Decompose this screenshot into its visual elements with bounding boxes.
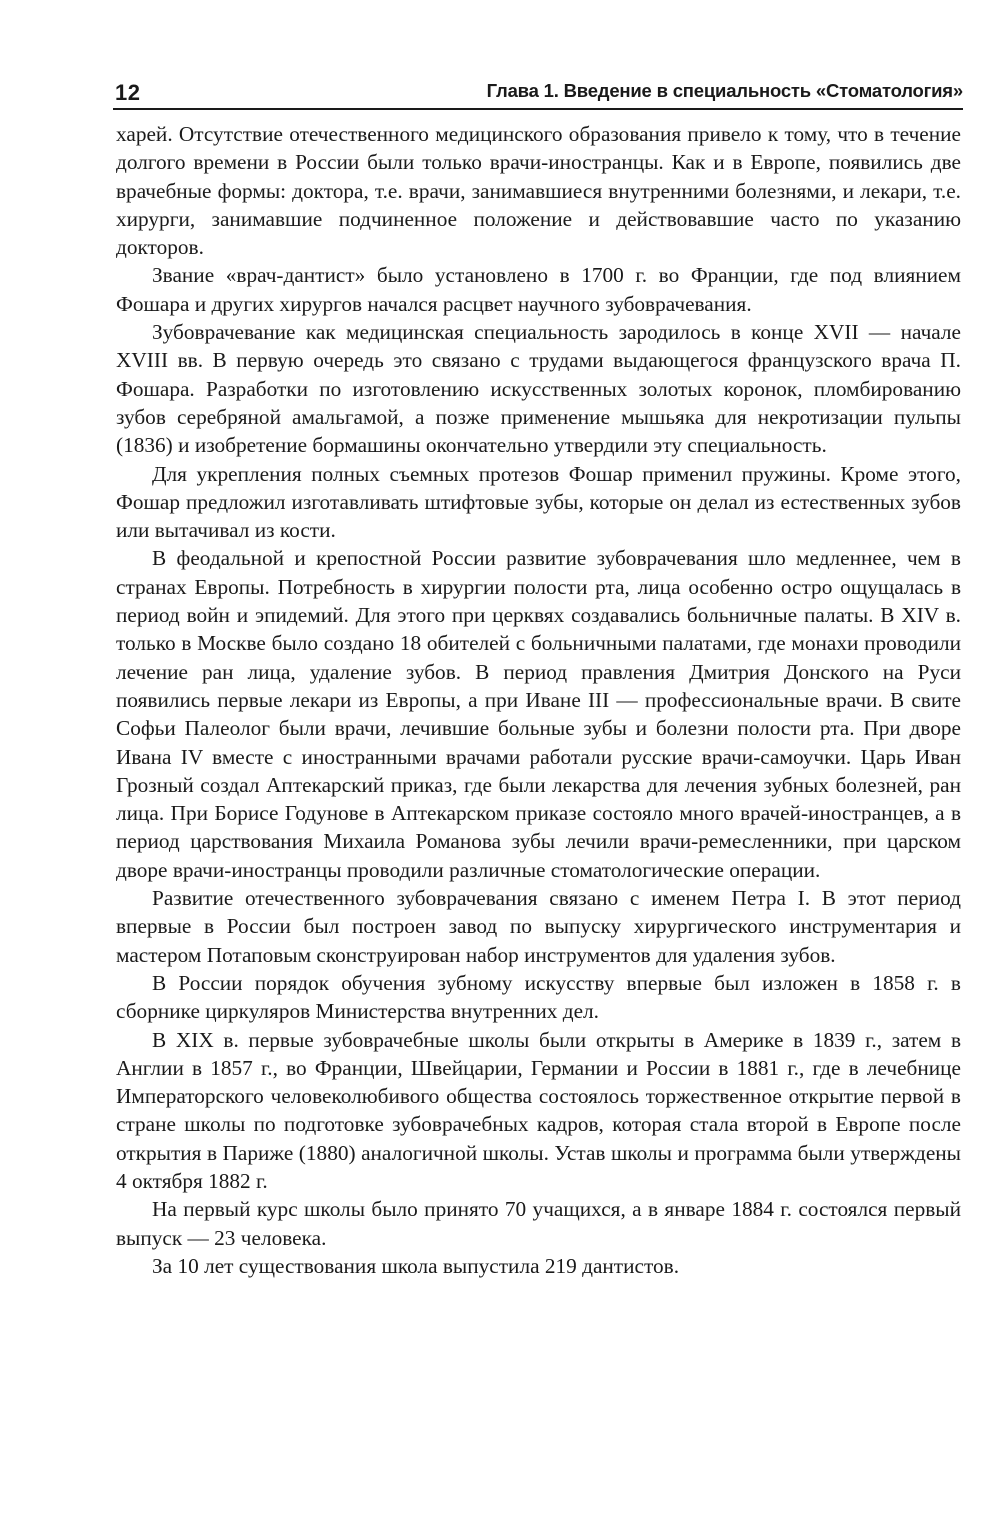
paragraph: В России порядок обучения зубному искусству впервые был изложен в 1858 г. в сборнике циркуляров Министерства внутренних дел. [116,970,961,1024]
running-header [113,76,963,110]
page-number: 12 [115,80,141,105]
chapter-title: Глава 1. Введение в специальность «Стоматология» [486,80,963,101]
paragraph: харей. Отсутствие отечественного медицинского образования привело к тому, что в течение долгого времени в России были только врачи-иностранцы. Как и в Европе, появились две врачебные формы: доктора, т.е. врачи, занимавшиеся внутренними болезнями, и лекари, т.е. хирурги, занимавшие подчиненное положение и действовавшие часто по указанию докторов. [116,122,961,260]
body-text [116,120,961,1280]
paragraph: В XIX в. первые зубоврачебные школы были открыты в Америке в 1839 г., затем в Англии в 1857 г., во Франции, Швейцарии, Германии и России в 1881 г., где в лечебнице Императорского человеколюбивого общества состоялось торжественное открытие первой в стране школы по подготовке зубоврачебных кадров, которая стала второй в Европе после открытия в Париже (1880) аналогичной школы. Устав школы и программа были утверждены 4 октября 1882 г. [116,1027,961,1193]
paragraph: Развитие отечественного зубоврачевания связано с именем Петра I. В этот период впервые в России был построен завод по выпуску хирургического инструментария и мастером Потаповым сконструирован набор инструментов для удаления зубов. [116,886,961,967]
paragraph: В феодальной и крепостной России развитие зубоврачевания шло медленнее, чем в странах Европы. Потребность в хирургии полости рта, лица особенно остро ощущалась в период войн и эпидемий. Для этого при церквях создавались больничные палаты. В XIV в. только в Москве было создано 18 обителей с больничными палатами, где монахи проводили лечение ран лица, удаление зубов. В период правления Дмитрия Донского на Руси появились первые лекари из Европы, а при Иване III — профессиональные врачи. В свите Софьи Палеолог были врачи, лечившие больные зубы и болезни полости рта. При дворе Ивана IV вместе с иностранными врачами работали русские врачи-самоучки. Царь Иван Грозный создал Аптекарский приказ, где были лекарства для лечения зубных болезней, ран лица. При Борисе Годунове в Аптекарском приказе состояло много врачей-иностранцев, а в период царствования Михаила Романова зубы лечили врачи-ремесленники, при царском дворе врачи-иностранцы проводили различные стоматологические операции. [116,546,961,882]
paragraph: Зубоврачевание как медицинская специальность зародилось в конце XVII — начале XVIII вв. В первую очередь это связано с трудами выдающегося французского врача П. Фошара. Разработки по изготовлению искусственных золотых коронок, пломбированию зубов серебряной амальгамой, а позже применение мышьяка для некротизации пульпы (1836) и изобретение бормашины окончательно утвердили эту специальность. [116,320,961,458]
paragraph: На первый курс школы было принято 70 учащихся, а в январе 1884 г. состоялся первый выпуск — 23 человека. [116,1197,961,1250]
paragraph: Для укрепления полных съемных протезов Фошар применил пружины. Кроме этого, Фошар предложил изготавливать штифтовые зубы, которые он делал из естественных зубов или вытачивал из кости. [116,461,961,543]
paragraph: За 10 лет существования школа выпустила 219 дантистов. [152,1253,680,1278]
header-rule [113,108,963,110]
paragraph: Звание «врач-дантист» было установлено в 1700 г. во Франции, где под влиянием Фошара и других хирургов начался расцвет научного зубоврачевания. [116,263,961,316]
